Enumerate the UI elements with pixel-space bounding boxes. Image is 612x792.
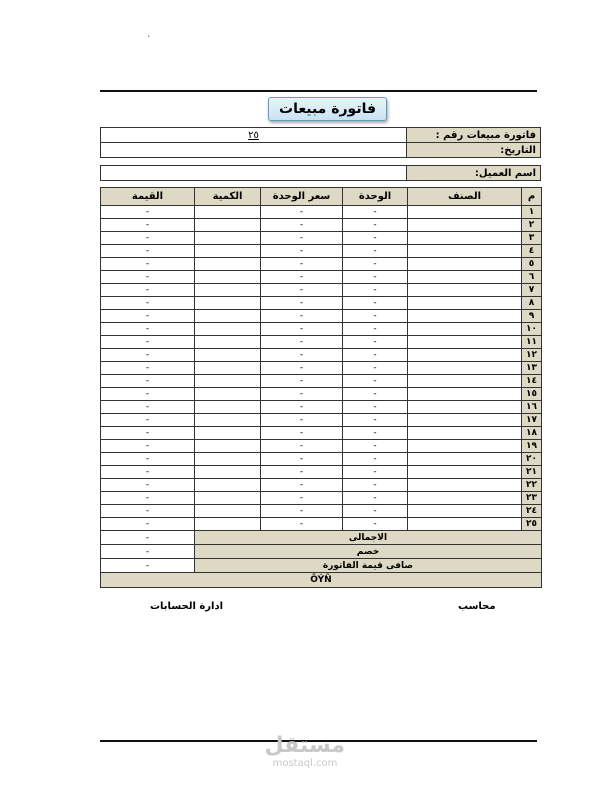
row-item	[408, 310, 522, 323]
discount-value: -	[101, 545, 195, 559]
invoice-header-table	[100, 127, 541, 158]
row-unit: -	[343, 388, 408, 401]
table-row	[101, 492, 542, 505]
row-qty	[195, 375, 261, 388]
row-unit-price: -	[261, 297, 343, 310]
row-value: -	[101, 375, 195, 388]
row-qty	[195, 492, 261, 505]
row-qty	[195, 440, 261, 453]
row-value: -	[101, 232, 195, 245]
row-number: ٢٢	[522, 479, 542, 492]
col-item-header: الصنف	[408, 188, 522, 206]
row-unit: -	[343, 401, 408, 414]
row-unit-price: -	[261, 271, 343, 284]
row-unit: -	[343, 232, 408, 245]
row-unit: -	[343, 323, 408, 336]
row-number: ٩	[522, 310, 542, 323]
table-row	[101, 453, 542, 466]
row-value: -	[101, 206, 195, 219]
row-unit-price: -	[261, 388, 343, 401]
row-qty	[195, 271, 261, 284]
document-title: فاتورة مبيعات	[268, 97, 387, 121]
table-header-row	[101, 188, 542, 206]
table-row	[101, 284, 542, 297]
row-item	[408, 375, 522, 388]
row-unit: -	[343, 505, 408, 518]
row-qty	[195, 518, 261, 531]
row-value: -	[101, 414, 195, 427]
table-row	[101, 323, 542, 336]
row-value: -	[101, 297, 195, 310]
row-unit-price: -	[261, 518, 343, 531]
row-number: ١٤	[522, 375, 542, 388]
row-qty	[195, 232, 261, 245]
table-row	[101, 427, 542, 440]
row-item	[408, 401, 522, 414]
watermark-latin: mostaql.com	[272, 758, 338, 769]
row-value: -	[101, 440, 195, 453]
row-unit: -	[343, 258, 408, 271]
row-unit: -	[343, 206, 408, 219]
row-item	[408, 258, 522, 271]
row-number: ٢	[522, 219, 542, 232]
row-unit-price: -	[261, 310, 343, 323]
row-unit: -	[343, 271, 408, 284]
row-unit: -	[343, 219, 408, 232]
row-item	[408, 336, 522, 349]
row-number: ٢٣	[522, 492, 542, 505]
invoice-items-table	[100, 187, 542, 588]
net-value: -	[101, 559, 195, 573]
row-item	[408, 349, 522, 362]
discount-row	[101, 545, 542, 559]
invoice-number-text: ٢٥	[248, 129, 259, 141]
row-value: -	[101, 219, 195, 232]
row-value: -	[101, 245, 195, 258]
row-number: ١١	[522, 336, 542, 349]
row-qty	[195, 453, 261, 466]
table-row	[101, 518, 542, 531]
row-unit: -	[343, 453, 408, 466]
discount-label: خصم	[195, 545, 542, 559]
net-row	[101, 559, 542, 573]
row-qty	[195, 466, 261, 479]
table-row	[101, 388, 542, 401]
table-row	[101, 232, 542, 245]
row-item	[408, 206, 522, 219]
row-qty	[195, 245, 261, 258]
row-unit: -	[343, 375, 408, 388]
row-unit: -	[343, 297, 408, 310]
row-value: -	[101, 362, 195, 375]
row-value: -	[101, 492, 195, 505]
row-unit: -	[343, 466, 408, 479]
row-item	[408, 232, 522, 245]
watermark	[265, 734, 345, 770]
invoice-number-row	[101, 128, 541, 143]
row-qty	[195, 427, 261, 440]
row-unit: -	[343, 440, 408, 453]
row-number: ٢٤	[522, 505, 542, 518]
row-unit-price: -	[261, 479, 343, 492]
table-row	[101, 362, 542, 375]
row-item	[408, 440, 522, 453]
row-value: -	[101, 453, 195, 466]
total-label: الاجمالى	[195, 531, 542, 545]
row-number: ١٠	[522, 323, 542, 336]
row-number: ١٧	[522, 414, 542, 427]
row-unit: -	[343, 479, 408, 492]
col-value-header: القيمة	[101, 188, 195, 206]
row-unit-price: -	[261, 466, 343, 479]
row-unit-price: -	[261, 492, 343, 505]
row-qty	[195, 505, 261, 518]
row-item	[408, 414, 522, 427]
row-qty	[195, 362, 261, 375]
table-row	[101, 206, 542, 219]
total-value: -	[101, 531, 195, 545]
row-item	[408, 362, 522, 375]
row-item	[408, 479, 522, 492]
row-unit-price: -	[261, 401, 343, 414]
row-qty	[195, 323, 261, 336]
row-unit-price: -	[261, 505, 343, 518]
row-number: ٢١	[522, 466, 542, 479]
total-row	[101, 531, 542, 545]
row-item	[408, 505, 522, 518]
row-item	[408, 271, 522, 284]
corner-mark: ˎ	[147, 28, 151, 37]
row-item	[408, 388, 522, 401]
row-item	[408, 492, 522, 505]
row-unit-price: -	[261, 232, 343, 245]
row-item	[408, 284, 522, 297]
row-value: -	[101, 388, 195, 401]
row-number: ٤	[522, 245, 542, 258]
row-item	[408, 245, 522, 258]
row-number: ١٦	[522, 401, 542, 414]
table-row	[101, 349, 542, 362]
row-qty	[195, 336, 261, 349]
row-unit: -	[343, 310, 408, 323]
row-item	[408, 453, 522, 466]
row-number: ٣	[522, 232, 542, 245]
row-value: -	[101, 349, 195, 362]
row-unit: -	[343, 414, 408, 427]
row-number: ١٨	[522, 427, 542, 440]
row-unit-price: -	[261, 453, 343, 466]
row-item	[408, 297, 522, 310]
date-value	[101, 143, 407, 158]
row-number: ١٩	[522, 440, 542, 453]
row-unit-price: -	[261, 219, 343, 232]
row-unit-price: -	[261, 323, 343, 336]
row-qty	[195, 284, 261, 297]
row-number: ١٢	[522, 349, 542, 362]
row-value: -	[101, 427, 195, 440]
row-item	[408, 427, 522, 440]
table-row	[101, 414, 542, 427]
row-unit: -	[343, 349, 408, 362]
invoice-number-label: فاتورة مبيعات رقم :	[407, 128, 541, 143]
row-value: -	[101, 466, 195, 479]
row-unit-price: -	[261, 362, 343, 375]
row-qty	[195, 206, 261, 219]
row-value: -	[101, 284, 195, 297]
row-unit-price: -	[261, 440, 343, 453]
row-unit: -	[343, 518, 408, 531]
row-unit-price: -	[261, 258, 343, 271]
row-number: ١٥	[522, 388, 542, 401]
row-unit-price: -	[261, 245, 343, 258]
row-qty	[195, 258, 261, 271]
row-unit: -	[343, 362, 408, 375]
col-unit-price-header: سعر الوحدة	[261, 188, 343, 206]
customer-value	[101, 166, 407, 181]
row-qty	[195, 479, 261, 492]
row-unit-price: -	[261, 284, 343, 297]
row-item	[408, 219, 522, 232]
row-unit-price: -	[261, 336, 343, 349]
table-row	[101, 505, 542, 518]
customer-label: اسم العميل:	[407, 166, 541, 181]
accounts-dept-signature-label: ادارة الحسابات	[150, 601, 224, 612]
table-row	[101, 336, 542, 349]
row-value: -	[101, 323, 195, 336]
col-qty-header: الكمية	[195, 188, 261, 206]
row-qty	[195, 401, 261, 414]
row-item	[408, 518, 522, 531]
col-no-header: م	[522, 188, 542, 206]
row-value: -	[101, 518, 195, 531]
row-number: ٦	[522, 271, 542, 284]
row-value: -	[101, 479, 195, 492]
row-item	[408, 466, 522, 479]
table-row	[101, 440, 542, 453]
customer-row	[101, 166, 541, 181]
row-qty	[195, 297, 261, 310]
row-unit-price: -	[261, 375, 343, 388]
table-row	[101, 401, 542, 414]
row-value: -	[101, 258, 195, 271]
row-number: ٢٠	[522, 453, 542, 466]
table-row	[101, 375, 542, 388]
row-item	[408, 323, 522, 336]
table-row	[101, 258, 542, 271]
net-label: صافى قيمة الفاتورة	[195, 559, 542, 573]
row-unit-price: -	[261, 206, 343, 219]
row-value: -	[101, 271, 195, 284]
accountant-signature-label: محاسب	[458, 601, 496, 612]
row-qty	[195, 310, 261, 323]
row-qty	[195, 349, 261, 362]
amount-in-words-row	[101, 573, 542, 588]
row-qty	[195, 388, 261, 401]
table-row	[101, 479, 542, 492]
row-unit: -	[343, 245, 408, 258]
table-row	[101, 466, 542, 479]
row-unit: -	[343, 492, 408, 505]
date-row	[101, 143, 541, 158]
watermark-arabic: مستقل	[264, 733, 345, 758]
table-row	[101, 219, 542, 232]
row-number: ١	[522, 206, 542, 219]
row-number: ٥	[522, 258, 542, 271]
row-number: ١٣	[522, 362, 542, 375]
row-qty	[195, 414, 261, 427]
invoice-number-value	[101, 128, 407, 143]
row-unit: -	[343, 427, 408, 440]
row-value: -	[101, 401, 195, 414]
row-value: -	[101, 505, 195, 518]
row-value: -	[101, 336, 195, 349]
table-row	[101, 310, 542, 323]
row-number: ٢٥	[522, 518, 542, 531]
row-unit: -	[343, 284, 408, 297]
table-row	[101, 245, 542, 258]
row-number: ٧	[522, 284, 542, 297]
col-unit-header: الوحدة	[343, 188, 408, 206]
row-unit-price: -	[261, 427, 343, 440]
row-number: ٨	[522, 297, 542, 310]
date-label: التاريخ:	[407, 143, 541, 158]
amount-in-words: ÔÝÑ	[101, 573, 542, 588]
row-qty	[195, 219, 261, 232]
row-unit: -	[343, 336, 408, 349]
table-row	[101, 271, 542, 284]
row-value: -	[101, 310, 195, 323]
customer-table	[100, 165, 541, 181]
row-unit-price: -	[261, 414, 343, 427]
row-unit-price: -	[261, 349, 343, 362]
top-rule	[100, 90, 537, 92]
table-row	[101, 297, 542, 310]
